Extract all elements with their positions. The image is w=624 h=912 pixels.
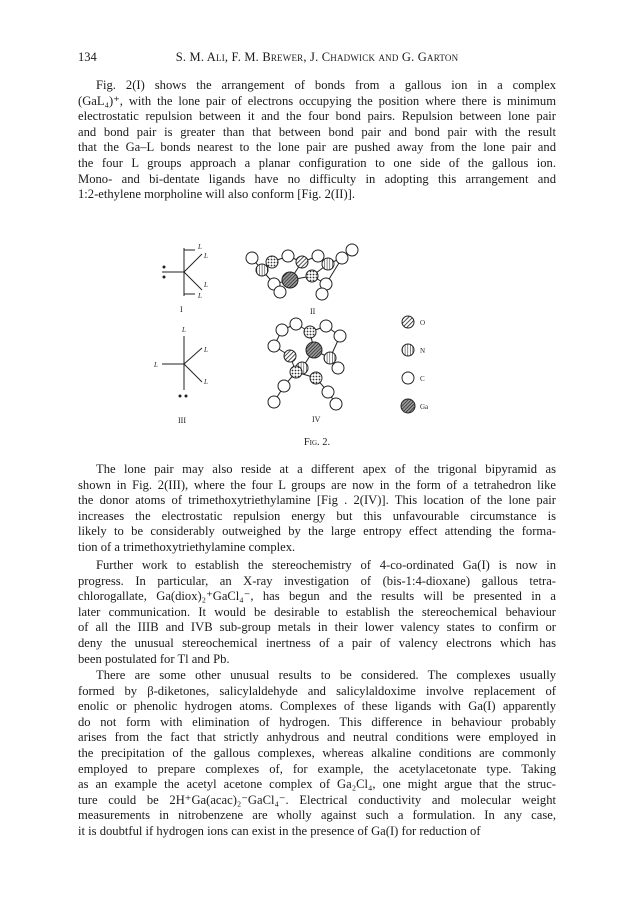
legend-carbon-swatch (402, 372, 414, 384)
text-line: the four L groups approach a planar configuration to one side of the gallous ion. (78, 155, 556, 170)
text-line: do not form with elimination of hydrogen. This difference in behaviour probably (78, 714, 556, 729)
figure-2 (150, 240, 470, 452)
text-line: of all the IIIB and IVB sub-group metals in their lower valency states to confirm or (78, 620, 556, 635)
figure-legend (401, 316, 415, 413)
legend-label-c: C (420, 375, 425, 383)
label-iv: IV (312, 415, 321, 424)
text-line: measurements in nitrobenzene are wholly against such a formulation. In any case, (78, 808, 556, 823)
text-line: employed to prepare complexes of, for example, the acetylacetonate type. Taking (78, 761, 556, 776)
ligand-label-i-4: L (198, 292, 202, 300)
paragraph-1 (78, 78, 556, 203)
text-line: shown in Fig. 2(III), where the four L groups are now in the form of a tetrahedron like (78, 477, 556, 492)
text-line: formed by β-diketones, salicylaldehyde and salicylaldoxime involve replacement of (78, 683, 556, 698)
diagram-i (162, 248, 202, 296)
legend-label-o: O (420, 319, 426, 327)
text-line: There are some other unusual results to be considered. The complexes usually (96, 668, 556, 682)
text-line: electrostatic repulsion between it and the four bond pairs. Repulsion between lone pair (78, 109, 556, 124)
page-header (78, 50, 556, 68)
text-line: 1:2-ethylene morpholine will also conform [Fig. 2(II)]. (78, 187, 355, 202)
text-line: Fig. 2(I) shows the arrangement of bonds from a gallous ion in a complex (96, 78, 556, 92)
label-ii: II (310, 307, 316, 316)
diagram-iii (162, 336, 202, 397)
text-line: that the Ga–L bonds nearest to the lone pair are pushed away from the lone pair and (78, 140, 556, 155)
text-line: enolic or phenolic hydrogen atoms. Complexes of these ligands with Ga(I) apparently (78, 699, 556, 714)
text-line: deny the unusual stereochemical inertness of a pair of valency electrons which has (78, 635, 556, 650)
label-iii: III (178, 416, 186, 425)
text-line: Mono- and bi-dentate ligands have no difficulty in adopting this arrangement and (78, 171, 556, 186)
ligand-label-i-3: L (204, 281, 208, 289)
legend-gallium-swatch (401, 399, 415, 413)
text-line: the donor atoms of trimethoxytriethylamine [Fig . 2(IV)]. This location of the lone pair (78, 493, 556, 508)
page-number: 134 (78, 50, 97, 64)
ligand-label-iii-3: L (154, 361, 158, 369)
text-line: and bond pair is greater than that between bond pair and bond pair with the result (78, 124, 556, 139)
diagram-ii (246, 244, 358, 300)
text-line: increases the electrostatic repulsion energy but this unfavourable circumstance is (78, 508, 556, 523)
legend-nitrogen-swatch (402, 344, 414, 356)
running-head: S. M. Ali, F. M. Brewer, J. Chadwick and G. Garton (175, 50, 459, 64)
paragraph-3 (78, 558, 556, 667)
text-line: Further work to establish the stereochemistry of 4-co-ordinated Ga(I) is now in (96, 558, 556, 572)
ligand-label-i-2: L (204, 252, 208, 260)
legend-oxygen-swatch (402, 316, 414, 328)
figure-caption: Fig. 2. (303, 437, 331, 448)
ligand-label-iii-2: L (204, 346, 208, 354)
ligand-label-i-1: L (198, 243, 202, 251)
paragraph-4 (78, 668, 556, 840)
text-line: tion of a trimethoxytriethylamine complex. (78, 539, 296, 554)
text-line: likely to be considerably outweighed by the large entropy effect attending the forma- (78, 524, 556, 539)
text-line: it is doubtful if hydrogen ions can exist in the presence of Ga(I) for reduction of (78, 823, 481, 838)
label-i: I (180, 305, 183, 314)
text-line: the precipitation of the gallous complexes, whereas alkaline conditions are commonly (78, 745, 556, 760)
text-line: later communication. It would be desirable to establish the stereochemical behaviour (78, 604, 556, 619)
text-line: as an example the acetyl acetone complex of Ga₂Cl₄, one might argue that the struc- (78, 777, 556, 792)
ligand-label-iii-4: L (204, 378, 208, 386)
legend-label-ga: Ga (420, 403, 429, 411)
text-line: arises from the fact that strictly anhydrous and neutral conditions were employed in (78, 730, 556, 745)
legend-label-n: N (420, 347, 426, 355)
text-line: been postulated for Tl and Pb. (78, 651, 230, 666)
text-line: chlorogallate, Ga(diox)₂⁺GaCl₄⁻, has begun and the results will be presented in a (78, 589, 556, 604)
text-line: (GaL₄)⁺, with the lone pair of electrons occupying the position where there is minimum (78, 93, 556, 108)
ligand-label-iii-1: L (182, 326, 186, 334)
paragraph-2 (78, 462, 556, 556)
text-line: ture could be 2H⁺Ga(acac)₂⁻GaCl₄⁻. Electrical conductivity and molecular weight (78, 792, 556, 807)
diagram-iv (268, 318, 346, 410)
text-line: The lone pair may also reside at a different apex of the trigonal bipyramid as (96, 462, 556, 476)
text-line: progress. In particular, an X-ray investigation of (bis-1:4-dioxane) gallous tetra- (78, 573, 556, 588)
